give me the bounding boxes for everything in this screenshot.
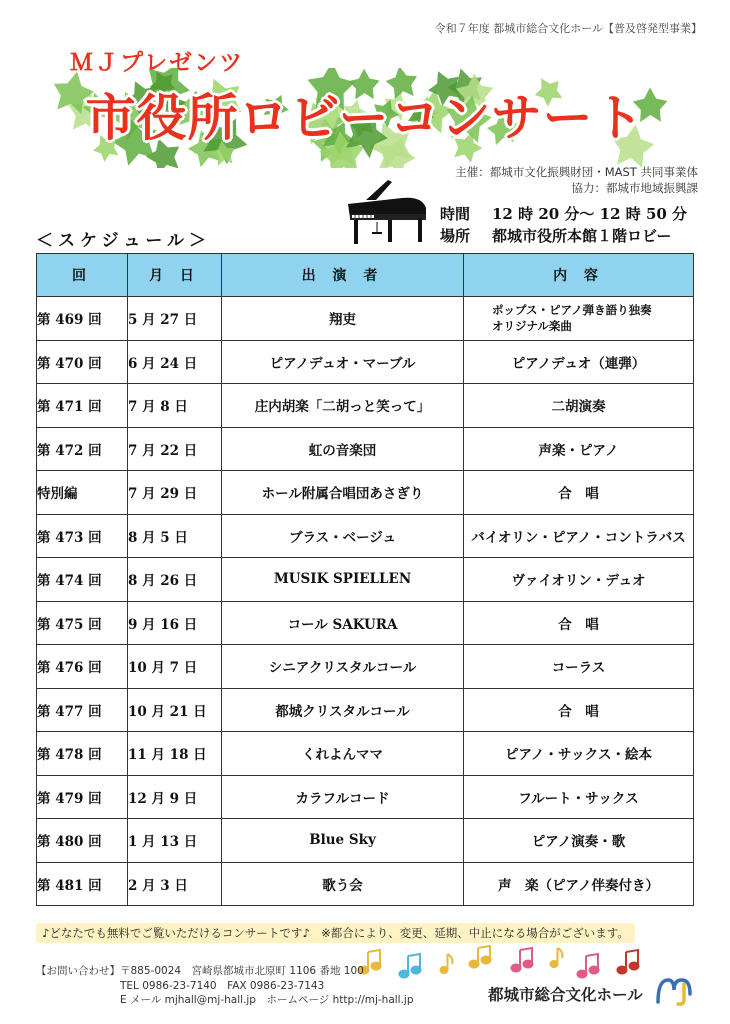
cell-performer: 都城クリスタルコール: [222, 688, 464, 732]
cell-no: 第 473 回: [37, 514, 128, 558]
cell-date: 9 月 16 日: [128, 601, 222, 645]
cell-content: [464, 297, 694, 341]
cell-no: 第 469 回: [37, 297, 128, 341]
table-row: [37, 645, 694, 689]
cell-content: フルート・サックス: [464, 775, 694, 819]
cell-date: 7 月 22 日: [128, 427, 222, 471]
contact-block: [36, 964, 414, 1008]
grand-piano-icon: [342, 178, 432, 248]
contact-address: 〒885-0024 宮崎県都城市北原町 1106 番地 100: [120, 965, 364, 977]
time-value: 12 時 20 分～ 12 時 50 分: [492, 205, 688, 223]
cell-no: 第 471 回: [37, 384, 128, 428]
cell-date: 8 月 26 日: [128, 558, 222, 602]
cell-no: 第 474 回: [37, 558, 128, 602]
contact-label: 【お問い合わせ】: [36, 965, 120, 977]
cooperation-text: 協力：都城市地域振興課: [571, 181, 698, 195]
cell-content: 合 唱: [464, 601, 694, 645]
cell-no: 第 479 回: [37, 775, 128, 819]
free-admission-note: ♪どなたでも無料でご覧いただけるコンサートです♪ ※都合により、変更、延期、中止になる場合がございます。: [36, 923, 635, 943]
cell-performer: 歌う会: [222, 862, 464, 906]
organizer-text: 主催：都城市文化振興財団・MAST 共同事業体: [455, 165, 698, 179]
table-row: [37, 384, 694, 428]
cell-date: 12 月 9 日: [128, 775, 222, 819]
cell-content: 合 唱: [464, 471, 694, 515]
cell-performer: MUSIK SPIELLEN: [222, 558, 464, 602]
time-place-block: [440, 203, 687, 247]
organizer-block: [455, 164, 698, 196]
cell-performer: くれよんママ: [222, 732, 464, 776]
contact-tel-fax: TEL 0986-23-7140 FAX 0986-23-7143: [120, 979, 325, 992]
cell-performer: ホール附属合唱団あさぎり: [222, 471, 464, 515]
table-row: [37, 732, 694, 776]
schedule-label: ＜スケジュール＞: [36, 231, 211, 251]
table-row: [37, 775, 694, 819]
hall-name: 都城市総合文化ホール: [488, 986, 643, 1004]
cell-content: 声 楽（ピアノ伴奏付き）: [464, 862, 694, 906]
cell-no: 第 477 回: [37, 688, 128, 732]
cell-performer: コール SAKURA: [222, 601, 464, 645]
cell-date: 10 月 21 日: [128, 688, 222, 732]
music-note-icon: [550, 948, 562, 968]
table-row: [37, 688, 694, 732]
time-label: 時間: [440, 205, 471, 223]
cell-performer: 虹の音楽団: [222, 427, 464, 471]
cell-date: 5 月 27 日: [128, 297, 222, 341]
cell-no: 第 480 回: [37, 819, 128, 863]
cell-content: バイオリン・ピアノ・コントラバス: [464, 514, 694, 558]
music-note-icon: [617, 950, 639, 974]
cell-no: 第 478 回: [37, 732, 128, 776]
cell-date: 8 月 5 日: [128, 514, 222, 558]
cell-no: 第 481 回: [37, 862, 128, 906]
music-note-icon: [577, 954, 599, 978]
top-note: 令和７年度 都城市総合文化ホール【普及啓発型事業】: [434, 22, 702, 35]
table-row: [37, 601, 694, 645]
cell-content: 合 唱: [464, 688, 694, 732]
cell-performer: 庄内胡楽「二胡っと笑って」: [222, 384, 464, 428]
table-row: [37, 514, 694, 558]
table-row: [37, 558, 694, 602]
contact-email-web: E メール mjhall@mj-hall.jp ホームページ http://mj-hall.jp: [120, 994, 414, 1006]
cell-date: 11 月 18 日: [128, 732, 222, 776]
cell-performer: カラフルコード: [222, 775, 464, 819]
cell-date: 7 月 8 日: [128, 384, 222, 428]
presents-label: ＭＪプレゼンツ: [70, 50, 245, 76]
table-row: [37, 297, 694, 341]
header-date: 月 日: [128, 254, 222, 297]
table-row: [37, 471, 694, 515]
cell-no: 第 475 回: [37, 601, 128, 645]
music-note-icon: [440, 954, 452, 974]
cell-performer: ピアノデュオ・マーブル: [222, 340, 464, 384]
cell-performer: Blue Sky: [222, 819, 464, 863]
place-label: 場所: [440, 227, 471, 245]
cell-no: 第 472 回: [37, 427, 128, 471]
cell-content: ピアノ演奏・歌: [464, 819, 694, 863]
place-value: 都城市役所本館１階ロビー: [492, 227, 672, 245]
schedule-table: [36, 253, 694, 906]
header-performer: 出 演 者: [222, 254, 464, 297]
cell-performer: ブラス・ベージュ: [222, 514, 464, 558]
header-content: 内 容: [464, 254, 694, 297]
music-note-icon: [511, 948, 533, 972]
cell-date: 1 月 13 日: [128, 819, 222, 863]
cell-no: 第 476 回: [37, 645, 128, 689]
cell-content: ヴァイオリン・デュオ: [464, 558, 694, 602]
table-row: [37, 340, 694, 384]
content-line-1: ポップス・ピアノ弾き語り独奏: [492, 303, 652, 318]
cell-date: 2 月 3 日: [128, 862, 222, 906]
music-note-icon: [469, 946, 491, 968]
hall-logo-icon: [654, 974, 694, 1006]
cell-no: 特別編: [37, 471, 128, 515]
cell-content: ピアノ・サックス・絵本: [464, 732, 694, 776]
cell-date: 6 月 24 日: [128, 340, 222, 384]
cell-no: 第 470 回: [37, 340, 128, 384]
cell-content: ピアノデュオ（連弾）: [464, 340, 694, 384]
header-no: 回: [37, 254, 128, 297]
cell-performer: シニアクリスタルコール: [222, 645, 464, 689]
table-row: [37, 427, 694, 471]
cell-content: 声楽・ピアノ: [464, 427, 694, 471]
cell-date: 7 月 29 日: [128, 471, 222, 515]
table-row: [37, 819, 694, 863]
content-line-2: オリジナル楽曲: [492, 319, 572, 334]
page-title: 市役所ロビーコンサート: [85, 89, 645, 147]
cell-content: コーラス: [464, 645, 694, 689]
table-row: [37, 862, 694, 906]
table-header-row: [37, 254, 694, 297]
cell-performer: 翔吏: [222, 297, 464, 341]
cell-content: 二胡演奏: [464, 384, 694, 428]
cell-date: 10 月 7 日: [128, 645, 222, 689]
